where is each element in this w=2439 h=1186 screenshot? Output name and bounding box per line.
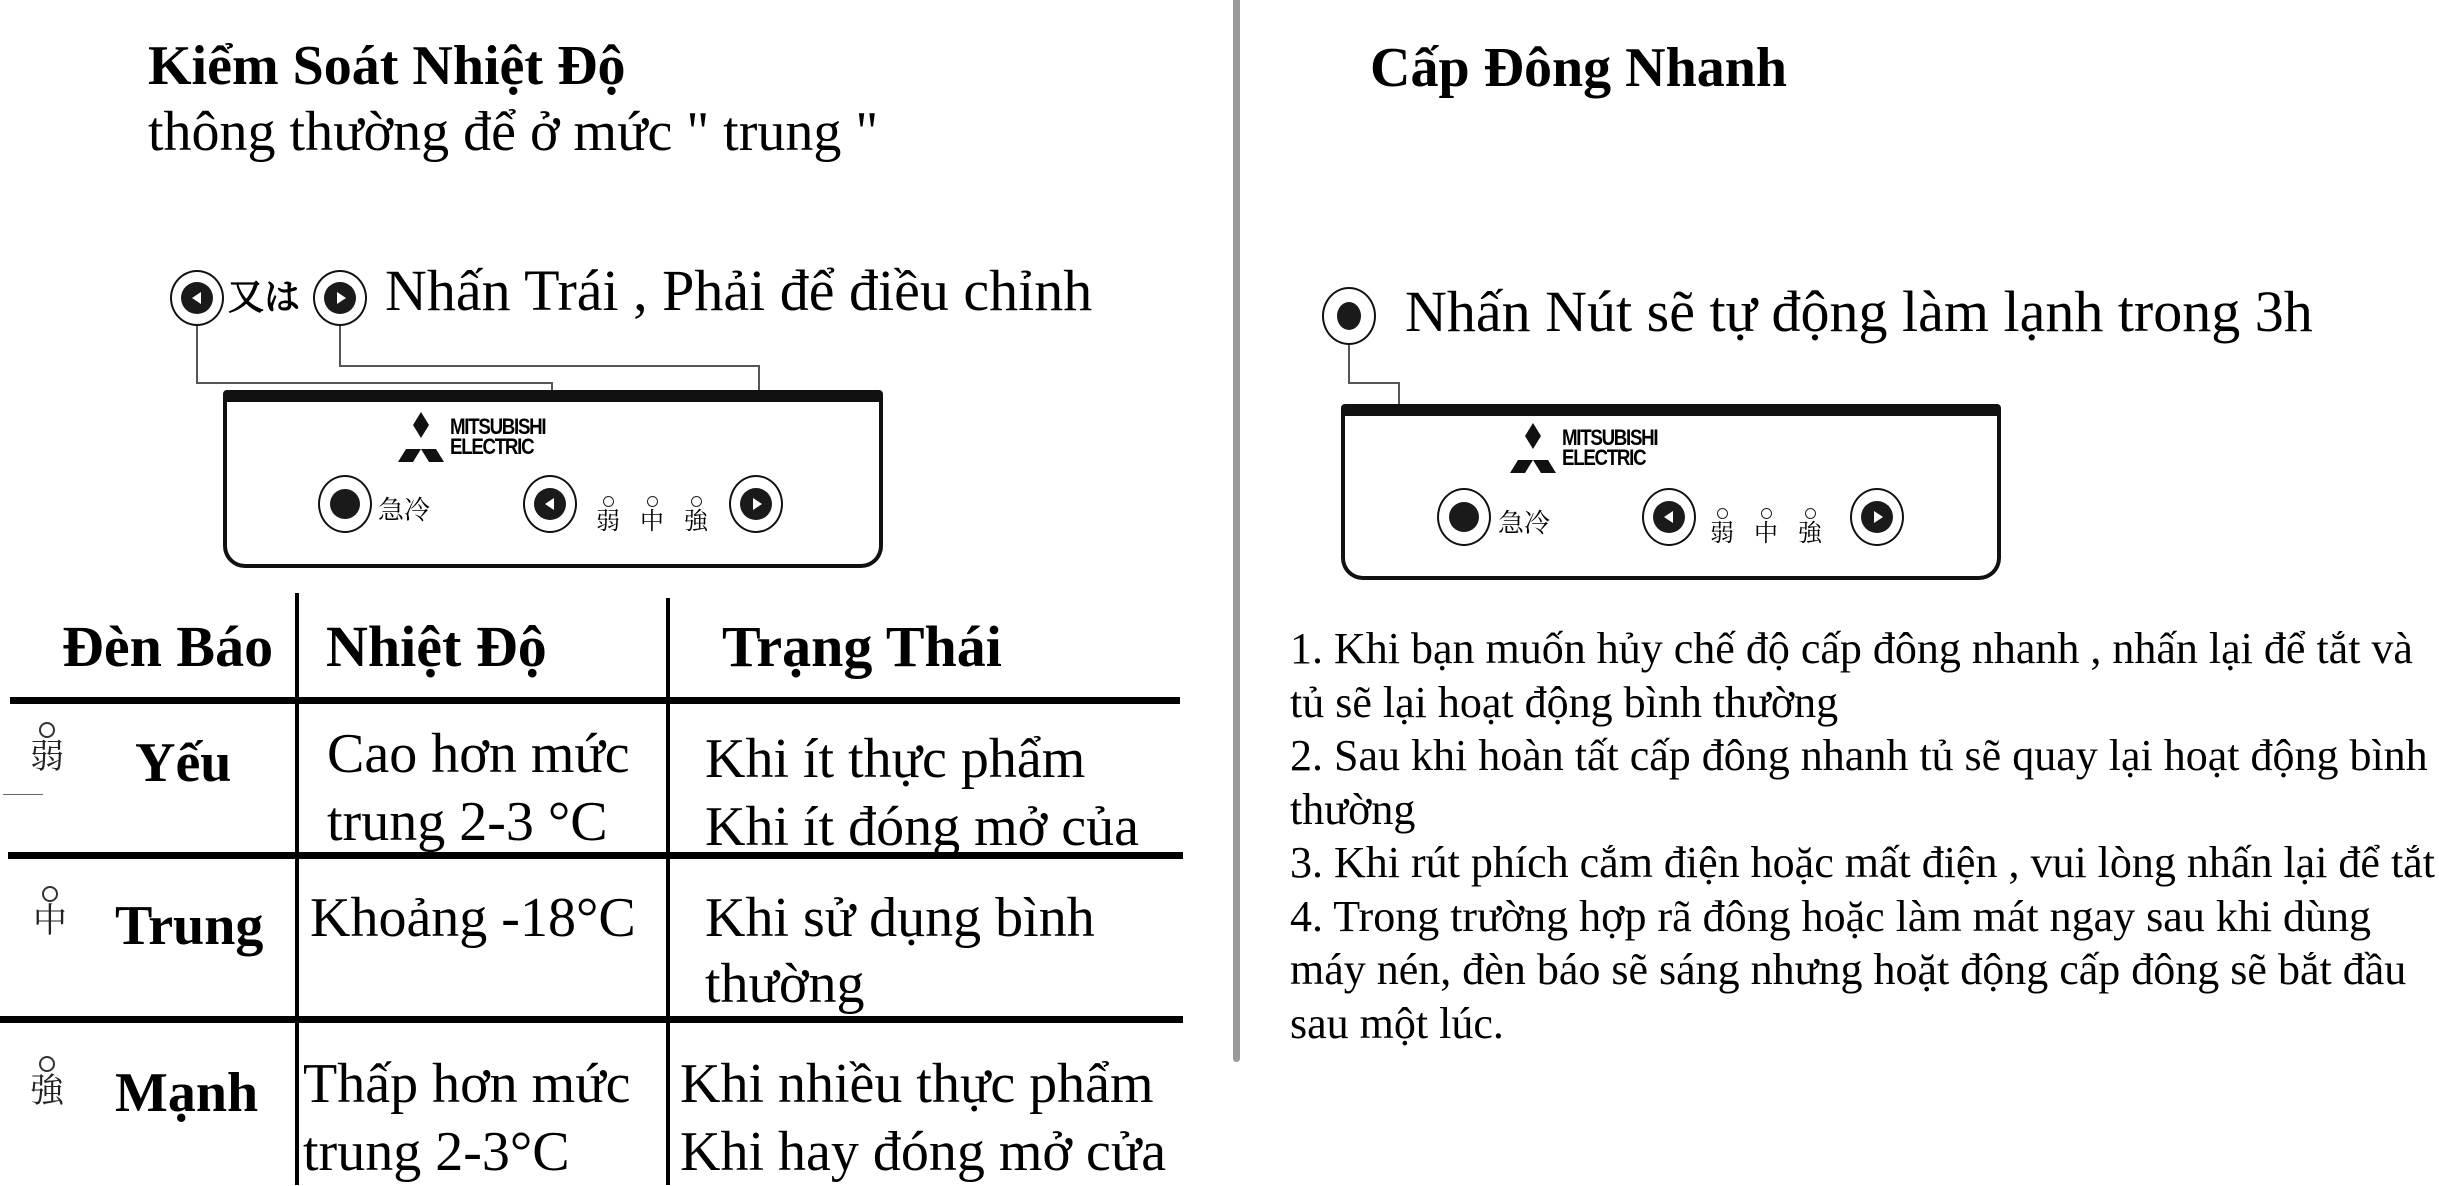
leader-line xyxy=(339,326,341,366)
led-weak: 弱 xyxy=(596,496,620,533)
level-strong: Mạnh xyxy=(115,1062,259,1124)
led-indicators xyxy=(596,496,708,533)
row2-temperature-line1: Khoảng -18°C xyxy=(310,887,636,949)
leader-line xyxy=(1348,345,1350,383)
section-divider xyxy=(1233,0,1240,1062)
temperature-control-subtitle: thông thường để ở mức " trung " xyxy=(148,101,879,163)
mitsubishi-diamonds-icon xyxy=(398,412,444,462)
quick-freeze-button[interactable] xyxy=(318,475,372,533)
led-weak-icon: 弱 xyxy=(30,722,64,774)
or-label: 又は xyxy=(228,277,301,318)
instruction-item: 4. Trong trường hợp rã đông hoặc làm mát ngay sau khi dùng máy nén, đèn báo sẽ sáng nhưng hoặt động cấp đông sẽ bắt đầu sau một lúc. xyxy=(1290,891,2407,1048)
table-column-divider xyxy=(295,593,299,1185)
quick-freeze-instructions xyxy=(1290,622,2439,1050)
row1-status-line1: Khi ít thực phẩm xyxy=(705,728,1086,790)
table-row-divider xyxy=(0,1016,1183,1023)
led-strong: 強 xyxy=(684,496,708,533)
row3-temperature-line2: trung 2-3°C xyxy=(303,1121,570,1183)
row3-status-line2: Khi hay đóng mở cửa xyxy=(680,1121,1167,1183)
quick-freeze-title: Cấp Đông Nhanh xyxy=(1370,37,1788,99)
row1-status-line2: Khi ít đóng mở của xyxy=(705,796,1139,858)
quick-freeze-label: 急冷 xyxy=(1498,509,1551,539)
row3-temperature-line1: Thấp hơn mức xyxy=(303,1053,631,1115)
instruction-item: 2. Sau khi hoàn tất cấp đông nhanh tủ sẽ quay lại hoạt động bình thường xyxy=(1290,731,2428,834)
leader-line xyxy=(1348,382,1400,384)
quick-freeze-label: 急冷 xyxy=(378,496,431,526)
quick-freeze-hint-text: Nhấn Nút sẽ tự động làm lạnh trong 3h xyxy=(1405,279,2313,344)
left-arrow-button[interactable] xyxy=(1642,488,1696,546)
brand-line-2: ELECTRIC xyxy=(450,434,534,459)
led-strong-icon: 強 xyxy=(30,1056,64,1108)
table-row-divider xyxy=(10,697,1180,704)
temperature-control-title: Kiểm Soát Nhiệt Độ xyxy=(148,35,626,97)
row3-status-line1: Khi nhiều thực phẩm xyxy=(680,1053,1154,1115)
leader-line xyxy=(196,326,198,383)
mitsubishi-logo xyxy=(1510,423,1674,473)
row2-status-line1: Khi sử dụng bình xyxy=(705,887,1095,949)
instruction-item: 1. Khi bạn muốn hủy chế độ cấp đông nhanh , nhấn lại để tắt và tủ sẽ lại hoạt động bình thường xyxy=(1290,624,2413,727)
row2-status-line2: thường xyxy=(705,953,865,1015)
table-header-indicator: Đèn Báo xyxy=(62,614,274,679)
level-weak: Yếu xyxy=(135,732,232,794)
right-arrow-button-icon xyxy=(313,270,367,326)
adjust-hint-text: Nhấn Trái , Phải để điều chỉnh xyxy=(385,258,1093,323)
right-arrow-button[interactable] xyxy=(1850,488,1904,546)
led-strong: 強 xyxy=(1798,508,1822,545)
led-medium-icon: 中 xyxy=(33,886,67,938)
led-weak: 弱 xyxy=(1710,508,1734,545)
mitsubishi-logo xyxy=(398,412,562,462)
leader-line xyxy=(339,365,759,367)
brand-line-1: MITSUBISHI xyxy=(450,414,546,439)
instruction-item: 3. Khi rút phích cắm điện hoặc mất điện , vui lòng nhấn lại để tắt xyxy=(1290,838,2435,887)
table-header-temperature: Nhiệt Độ xyxy=(326,614,547,679)
led-indicators xyxy=(1710,508,1822,545)
led-medium: 中 xyxy=(640,496,664,533)
quick-freeze-button-icon xyxy=(1322,287,1376,345)
table-column-divider xyxy=(666,598,670,1185)
leader-line xyxy=(196,382,552,384)
right-arrow-button[interactable] xyxy=(729,475,783,533)
row1-temperature-line2: trung 2-3 °C xyxy=(327,791,608,853)
mitsubishi-diamonds-icon xyxy=(1510,423,1556,473)
table-header-status: Trạng Thái xyxy=(722,614,1002,679)
level-medium: Trung xyxy=(115,895,264,957)
brand-line-1: MITSUBISHI xyxy=(1562,425,1658,450)
led-medium: 中 xyxy=(1754,508,1778,545)
left-arrow-button[interactable] xyxy=(523,475,577,533)
left-arrow-button-icon xyxy=(170,270,224,326)
row1-temperature-line1: Cao hơn mức xyxy=(327,723,630,785)
quick-freeze-button[interactable] xyxy=(1437,488,1491,546)
brand-line-2: ELECTRIC xyxy=(1562,445,1646,470)
underline xyxy=(3,794,43,795)
